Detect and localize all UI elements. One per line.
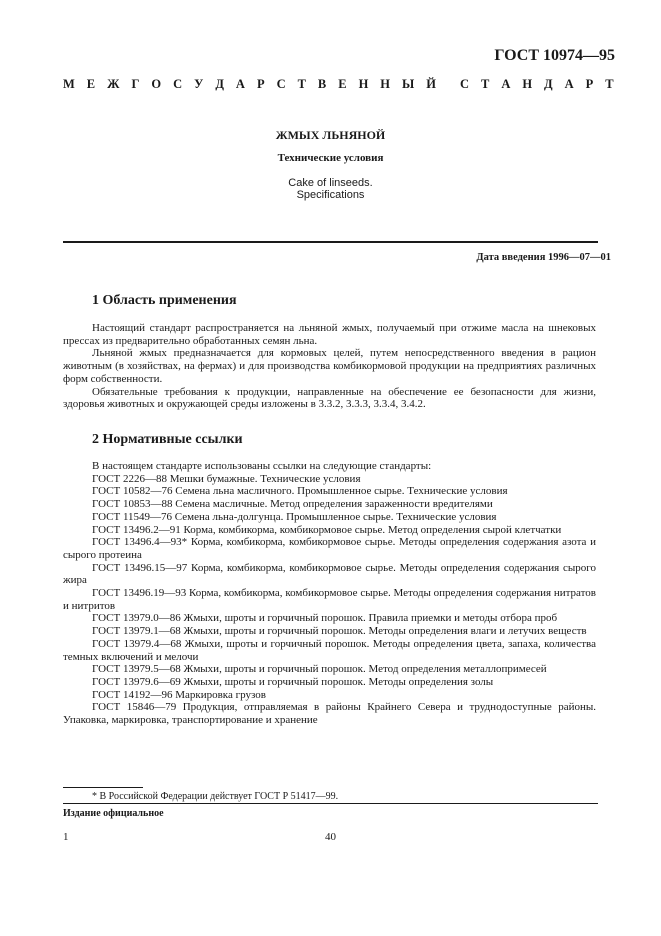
reference-item: ГОСТ 13496.15—97 Корма, комбикорма, комбикормовое сырье. Методы определения содержания сырого жира <box>63 561 596 587</box>
reference-item: ГОСТ 13496.2—91 Корма, комбикорма, комбикормовое сырье. Метод определения сырой клетчатки <box>92 523 562 536</box>
footer-divider <box>63 803 598 804</box>
footnote-divider <box>63 787 143 788</box>
reference-item: ГОСТ 11549—76 Семена льна-долгунца. Промышленное сырье. Технические условия <box>92 510 497 523</box>
references-intro: В настоящем стандарте использованы ссылки на следующие стандарты: <box>92 460 432 472</box>
references-list <box>63 460 596 727</box>
document-subtitle: Технические условия <box>277 152 384 164</box>
reference-item: ГОСТ 10853—88 Семена масличные. Метод определения зараженности вредителями <box>92 498 493 511</box>
section1-body <box>63 322 596 411</box>
section2-heading: 2 Нормативные ссылки <box>92 432 243 447</box>
banner-letter: Н <box>380 77 391 91</box>
reference-item: ГОСТ 2226—88 Мешки бумажные. Технические условия <box>92 472 361 485</box>
banner-letter: Д <box>544 77 553 91</box>
reference-item: ГОСТ 13979.4—68 Жмыхи, шроты и горчичный порошок. Методы определения цвета, запаха, количества темных включений и мелочи <box>63 637 596 663</box>
reference-item: ГОСТ 10582—76 Семена льна масличного. Промышленное сырье. Технические условия <box>92 485 508 498</box>
reference-item: ГОСТ 13979.6—69 Жмыхи, шроты и горчичный порошок. Методы определения золы <box>92 675 494 688</box>
english-title-line1: Cake of linseeds. <box>288 177 373 189</box>
banner-letter: М <box>63 77 75 91</box>
gost-number: ГОСТ 10974—95 <box>494 47 615 64</box>
reference-item: ГОСТ 15846—79 Продукция, отправляемая в районы Крайнего Севера и труднодоступные районы. Упаковка, маркировка, транспортирование и хранение <box>63 701 596 727</box>
document-title: ЖМЫХ ЛЬНЯНОЙ <box>275 128 386 142</box>
english-title-line2: Specifications <box>296 189 365 201</box>
section1-heading: 1 Область применения <box>92 293 237 308</box>
banner-letter: Н <box>358 77 369 91</box>
page-left-number: 1 <box>63 831 69 843</box>
standard-banner <box>63 77 614 92</box>
banner-letter: Р <box>585 77 594 91</box>
banner-letter: О <box>151 77 162 91</box>
banner-letter: У <box>194 77 204 91</box>
section1-paragraph: Настоящий стандарт распространяется на льняной жмых, получаемый при отжиме масла на шнековых прессах из предварительно обработанных семян льна. <box>63 322 596 347</box>
section1-paragraph: Обязательные требования к продукции, направленные на обеспечение ее безопасности для жизни, здоровья животных и окружающей среды изложены в 3.3.2, 3.3.3, 3.3.4, 3.4.2. <box>63 385 596 411</box>
banner-letter: Ы <box>402 77 415 91</box>
banner-letter: Р <box>256 77 265 91</box>
edition-label: Издание официальное <box>63 808 164 819</box>
reference-item: ГОСТ 13979.1—68 Жмыхи, шроты и горчичный порошок. Методы определения влаги и летучих веществ <box>92 625 587 638</box>
footnote: * В Российской Федерации действует ГОСТ Р 51417—99. <box>92 791 339 802</box>
banner-letter: А <box>501 77 511 91</box>
reference-item: ГОСТ 14192—96 Маркировка грузов <box>92 688 266 701</box>
reference-item: ГОСТ 13979.5—68 Жмыхи, шроты и горчичный порошок. Метод определения металлопримесей <box>92 663 547 676</box>
banner-letter: С <box>173 77 183 91</box>
banner-letter: А <box>235 77 245 91</box>
banner-letter: Т <box>297 77 306 91</box>
english-title <box>0 177 661 201</box>
intro-date: Дата введения 1996—07—01 <box>476 252 611 263</box>
banner-letter: А <box>564 77 574 91</box>
banner-letter: Е <box>86 77 96 91</box>
reference-item: ГОСТ 13496.19—93 Корма, комбикорма, комбикормовое сырье. Методы определения содержания нитратов и нитритов <box>63 587 596 612</box>
banner-letter: Д <box>215 77 224 91</box>
reference-item: ГОСТ 13979.0—86 Жмыхи, шроты и горчичный порошок. Правила приемки и методы отбора проб <box>92 612 558 625</box>
banner-letter: Г <box>131 77 140 91</box>
header-divider <box>63 241 598 243</box>
banner-letter: Н <box>522 77 533 91</box>
reference-item: ГОСТ 13496.4—93* Корма, комбикорма, комбикормовое сырье. Методы определения содержания азота и сырого протеина <box>63 536 596 561</box>
banner-letter: С <box>459 77 469 91</box>
banner-letter: Е <box>338 77 347 91</box>
section1-paragraph: Льняной жмых предназначается для кормовых целей, путем непосредственного введения в рацион животным (в хозяйствах, на фермах) и для производства комбикормовой продукции на предприятиях различных форм собственности. <box>63 347 596 385</box>
banner-letter: С <box>276 77 286 91</box>
banner-letter: Т <box>480 77 490 91</box>
banner-letter: В <box>317 77 327 91</box>
page-number: 40 <box>325 831 336 843</box>
banner-letter: Й <box>426 77 436 91</box>
banner-letter: Т <box>605 77 614 91</box>
banner-letter: Ж <box>107 77 120 91</box>
